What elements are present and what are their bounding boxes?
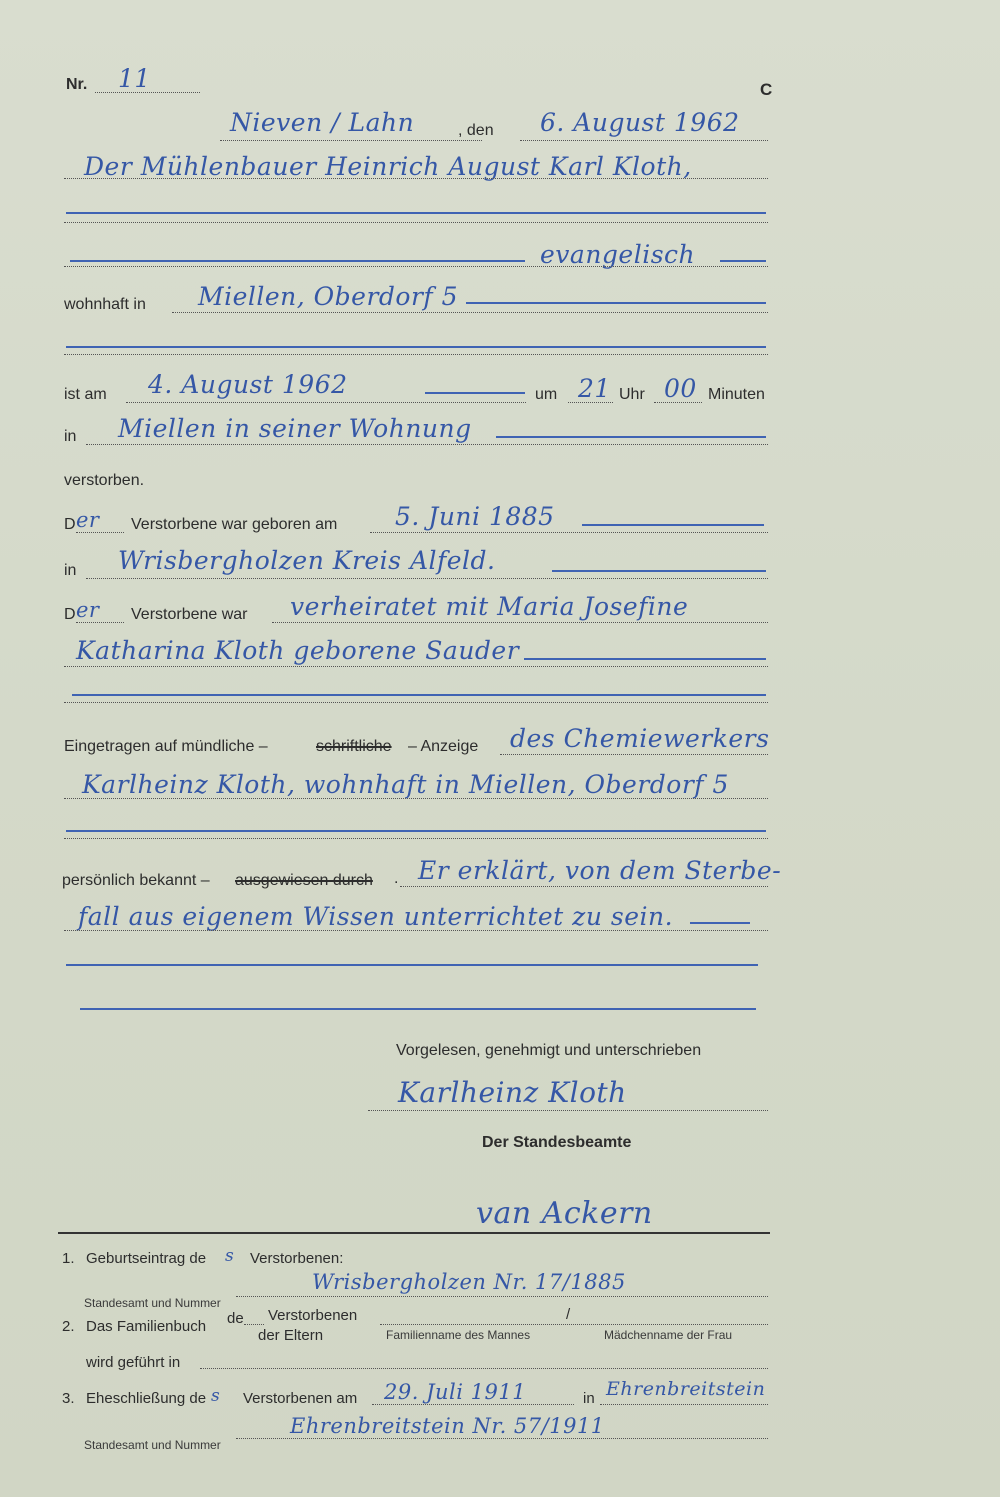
husband-name-label: Familienname des Mannes [386,1328,531,1342]
verstorben-label: verstorben. [64,472,145,489]
declarant-signature: Karlheinz Kloth [398,1076,627,1109]
um-label: um [535,386,558,403]
known-label-strike: ausgewiesen durch [235,872,373,889]
death-place: Miellen in seiner Wohnung [118,414,472,443]
item3-suffix: s [211,1386,221,1406]
marital-d-prefix: D [64,606,76,623]
religion: evangelisch [540,240,696,269]
ist-am-label: ist am [64,386,107,403]
birth-d-prefix: D [64,516,76,533]
item2-verstorbenen-label: Verstorbenen [268,1307,358,1324]
item1-number: 1. [62,1250,75,1267]
item2-wird-label: wird geführt in [86,1354,181,1371]
registered-label-strike: schriftliche [316,738,392,755]
statement-1: Er erklärt, von dem Sterbe- [418,856,782,885]
marital-status-2: Katharina Kloth geborene Sauder [76,636,520,665]
nr-label: Nr. [66,76,88,93]
registry-place: Nieven / Lahn [230,108,415,137]
death-minutes: 00 [664,374,697,403]
statement-2: fall aus eigenem Wissen unterrichtet zu sein. [78,902,674,931]
birth-date: 5. Juni 1885 [395,502,555,531]
marital-d-suffix: er [76,598,100,622]
official-signature: van Ackern [476,1196,653,1231]
birth-in-label: in [64,562,77,579]
marriage-date: 29. Juli 1911 [384,1380,527,1404]
item1-label-a: Geburtseintrag de [86,1250,207,1267]
item3-sub-label: Standesamt und Nummer [84,1438,221,1452]
birth-d-suffix: er [76,508,100,532]
registered-label-b: – Anzeige [408,738,479,755]
informant-1: des Chemiewerkers [510,724,770,753]
item3-label-a: Eheschließung de [86,1390,207,1407]
item3-number: 3. [62,1390,75,1407]
item2-number: 2. [62,1318,75,1335]
birth-place: Wrisbergholzen Kreis Alfeld. [118,546,496,575]
item2-eltern-label: der Eltern [258,1327,324,1344]
registry-date: 6. August 1962 [540,108,740,137]
item2-slash: / [566,1306,571,1323]
item1-suffix: s [225,1246,235,1266]
item1-label-b: Verstorbenen: [250,1250,344,1267]
death-date: 4. August 1962 [148,370,348,399]
registered-label-a: Eingetragen auf mündliche – [64,738,268,755]
known-dot: . [394,870,399,887]
item2-de-label: de [227,1310,244,1327]
item1-sub-label: Standesamt und Nummer [84,1296,221,1310]
form-letter: C [760,80,773,99]
marital-status-1: verheiratet mit Maria Josefine [290,592,689,621]
wife-name-label: Mädchenname der Frau [604,1328,733,1342]
residence: Miellen, Oberdorf 5 [198,282,459,311]
marriage-place: Ehrenbreitstein [606,1378,766,1400]
minuten-label: Minuten [708,386,765,403]
known-label-a: persönlich bekannt – [62,872,210,889]
den-label: , den [458,122,494,139]
item3-in-label: in [583,1390,595,1407]
marital-label: Verstorbene war [131,606,248,623]
item2-label: Das Familienbuch [86,1318,207,1335]
wohnhaft-label: wohnhaft in [64,296,146,313]
death-hour: 21 [578,374,611,403]
birth-register-entry: Wrisbergholzen Nr. 17/1885 [312,1270,626,1294]
official-label: Der Standesbeamte [482,1134,632,1151]
uhr-label: Uhr [619,386,645,403]
death-in-label: in [64,428,77,445]
read-approved-label: Vorgelesen, genehmigt und unterschrieben [396,1042,702,1059]
nr-value: 11 [118,64,151,93]
birth-label: Verstorbene war geboren am [131,516,338,533]
deceased-name: Der Mühlenbauer Heinrich August Karl Kloth, [84,152,692,181]
item3-label-b: Verstorbenen am [243,1390,358,1407]
marriage-register-entry: Ehrenbreitstein Nr. 57/1911 [290,1414,605,1438]
informant-2: Karlheinz Kloth, wohnhaft in Miellen, Oberdorf 5 [82,770,729,799]
